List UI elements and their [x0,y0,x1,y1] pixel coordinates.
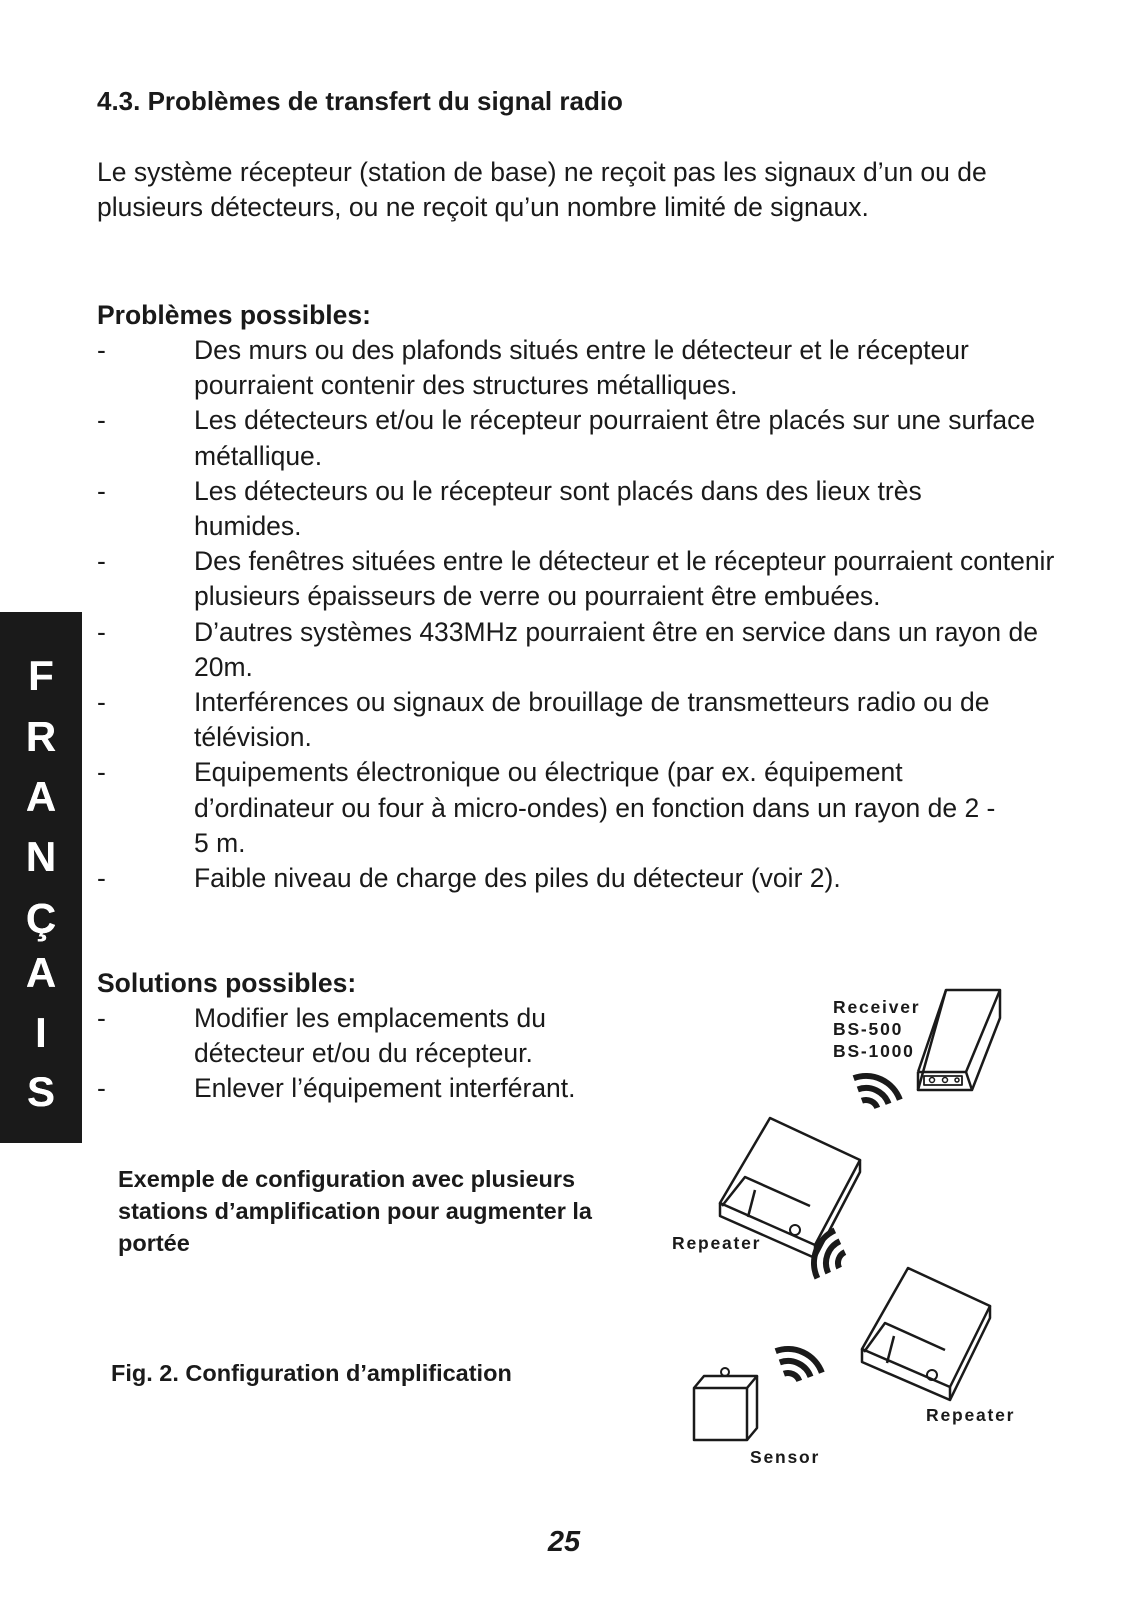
list-item-text: Des fenêtres situées entre le détecteur et le récepteur pourraient contenir plusieurs épaisseurs de verre ou pourraient être embuées. [194,546,1055,612]
list-dash: - [97,335,106,365]
side-tab-letter: R [25,713,57,760]
side-tab-letter: N [25,833,57,880]
side-tab-letter: A [25,773,57,820]
receiver-device [918,990,1000,1090]
wave-icon [854,1066,900,1112]
list-item-text: Interférences ou signaux de brouillage de transmetteurs radio ou de télévision. [194,687,990,753]
side-tab-letter: F [28,652,54,699]
repeater-device [862,1268,990,1400]
list-item-text: D’autres systèmes 433MHz pourraient être en service dans un rayon de 20m. [194,616,1039,682]
sensor-device [694,1368,757,1440]
side-tab-letter: S [26,1068,55,1115]
solutions-heading: Solutions possibles: [97,968,357,998]
list-dash: - [97,475,106,506]
list-item-text: Enlever l’équipement interférant. [194,1073,576,1104]
page-number: 25 [547,1526,581,1558]
list-item-text: Faible niveau de charge des piles du détecteur (voir 2). [194,863,841,894]
repeater-label: Repeater [672,1233,762,1253]
side-tab-letter: I [35,1009,47,1056]
list-item-text: Equipements électronique ou électrique (par ex. équipement d’ordinateur ou four à micro-ondes) en fonction dans un rayon de 2 - 5 m. [194,757,996,858]
intro-paragraph: Le système récepteur (station de base) ne reçoit pas les signaux d’un ou de plusieurs détecteurs, ou ne reçoit qu’un nombre limité de signaux. [97,157,987,223]
side-tab-letter: Ç [25,895,57,942]
list-dash: - [97,405,106,436]
list-dash: - [97,1003,106,1033]
list-item-text: Les détecteurs ou le récepteur sont placés dans des lieux très humides. [194,475,922,542]
side-tab-letter: A [25,949,57,996]
list-dash: - [97,687,106,718]
list-dash: - [97,757,106,788]
problems-heading: Problèmes possibles: [97,300,371,330]
list-item-text: Les détecteurs et/ou le récepteur pourraient être placés sur une surface métallique. [194,405,1036,471]
repeater-label: Repeater [926,1405,1016,1425]
receiver-label-line: BS-500 [833,1019,904,1039]
section-title: 4.3. Problèmes de transfert du signal radio [97,86,623,116]
receiver-label-line: BS-1000 [833,1041,915,1061]
list-dash: - [97,1073,106,1104]
list-dash: - [97,546,106,577]
list-dash: - [97,863,106,894]
receiver-label-line: Receiver [833,997,921,1017]
wave-icon [776,1339,822,1385]
list-item-text: Modifier les emplacements du détecteur et/ou du récepteur. [194,1003,547,1069]
example-caption: Exemple de configuration avec plusieurs stations d’amplification pour augmenter la portée [118,1166,592,1256]
sensor-label: Sensor [750,1447,821,1467]
list-item-text: Des murs ou des plafonds situés entre le détecteur et le récepteur pourraient contenir des structures métalliques. [194,335,969,401]
figure-caption: Fig. 2. Configuration d’amplification [111,1360,512,1386]
list-dash: - [97,616,106,647]
